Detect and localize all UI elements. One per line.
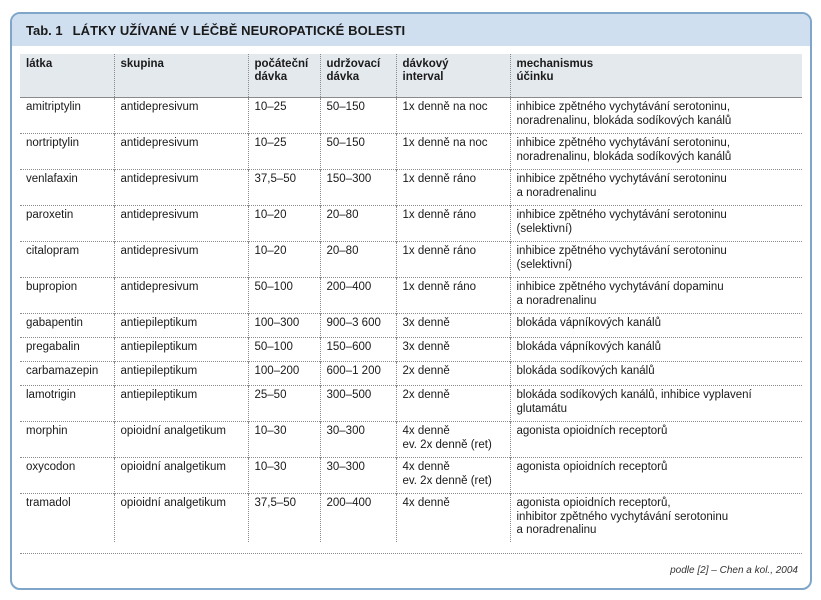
cell-interval: 3x denně (396, 338, 510, 362)
cell-pocatecni: 37,5–50 (248, 170, 320, 206)
cell-pocatecni: 10–25 (248, 98, 320, 134)
cell-mechanismus: blokáda sodíkových kanálů, inhibice vyplavení glutamátu (510, 386, 802, 422)
cell-latka: paroxetin (20, 206, 114, 242)
table-body (20, 98, 802, 543)
cell-udrzovaci: 300–500 (320, 386, 396, 422)
cell-udrzovaci: 900–3 600 (320, 314, 396, 338)
cell-mechanismus: inhibice zpětného vychytávání serotoninu, noradrenalinu, blokáda sodíkových kanálů (510, 134, 802, 170)
cell-udrzovaci: 150–600 (320, 338, 396, 362)
cell-mechanismus: inhibice zpětného vychytávání serotoninu, noradrenalinu, blokáda sodíkových kanálů (510, 98, 802, 134)
table-row (20, 170, 802, 206)
cell-interval: 1x denně ráno (396, 278, 510, 314)
cell-mechanismus: inhibice zpětného vychytávání serotoninu (selektivní) (510, 206, 802, 242)
cell-interval: 4x denně (396, 494, 510, 543)
cell-mechanismus: inhibice zpětného vychytávání serotoninu (selektivní) (510, 242, 802, 278)
cell-interval: 4x denně ev. 2x denně (ret) (396, 458, 510, 494)
cell-mechanismus: blokáda vápníkových kanálů (510, 314, 802, 338)
cell-interval: 2x denně (396, 362, 510, 386)
cell-skupina: antidepresivum (114, 170, 248, 206)
table-row (20, 314, 802, 338)
cell-latka: lamotrigin (20, 386, 114, 422)
cell-latka: venlafaxin (20, 170, 114, 206)
cell-latka: bupropion (20, 278, 114, 314)
table-row (20, 494, 802, 543)
header-skupina: skupina (114, 54, 248, 98)
cell-skupina: opioidní analgetikum (114, 458, 248, 494)
table-source-note: podle [2] – Chen a kol., 2004 (670, 565, 798, 576)
cell-skupina: antiepileptikum (114, 314, 248, 338)
table-row (20, 242, 802, 278)
cell-latka: gabapentin (20, 314, 114, 338)
cell-latka: pregabalin (20, 338, 114, 362)
cell-interval: 3x denně (396, 314, 510, 338)
cell-interval: 4x denně ev. 2x denně (ret) (396, 422, 510, 458)
table-frame (10, 12, 812, 590)
cell-pocatecni: 25–50 (248, 386, 320, 422)
cell-skupina: antiepileptikum (114, 362, 248, 386)
cell-interval: 1x denně na noc (396, 98, 510, 134)
cell-skupina: opioidní analgetikum (114, 422, 248, 458)
cell-interval: 1x denně ráno (396, 170, 510, 206)
cell-mechanismus: agonista opioidních receptorů (510, 422, 802, 458)
header-davkovy-interval: dávkový interval (396, 54, 510, 98)
cell-skupina: antidepresivum (114, 134, 248, 170)
cell-udrzovaci: 20–80 (320, 242, 396, 278)
cell-mechanismus: blokáda sodíkových kanálů (510, 362, 802, 386)
table-row (20, 386, 802, 422)
table-row (20, 458, 802, 494)
cell-udrzovaci: 200–400 (320, 278, 396, 314)
table-row (20, 278, 802, 314)
cell-skupina: antidepresivum (114, 278, 248, 314)
cell-skupina: antiepileptikum (114, 338, 248, 362)
cell-skupina: antidepresivum (114, 206, 248, 242)
cell-skupina: antidepresivum (114, 242, 248, 278)
cell-udrzovaci: 20–80 (320, 206, 396, 242)
cell-pocatecni: 10–30 (248, 458, 320, 494)
cell-pocatecni: 100–200 (248, 362, 320, 386)
cell-pocatecni: 10–25 (248, 134, 320, 170)
cell-latka: amitriptylin (20, 98, 114, 134)
table-row (20, 422, 802, 458)
table-title-bar (12, 14, 810, 46)
table-row (20, 206, 802, 242)
cell-latka: carbamazepin (20, 362, 114, 386)
table-row (20, 362, 802, 386)
cell-pocatecni: 10–20 (248, 242, 320, 278)
cell-udrzovaci: 30–300 (320, 422, 396, 458)
table-row (20, 98, 802, 134)
cell-interval: 1x denně ráno (396, 206, 510, 242)
cell-pocatecni: 10–20 (248, 206, 320, 242)
cell-pocatecni: 10–30 (248, 422, 320, 458)
header-pocatecni-davka: počáteční dávka (248, 54, 320, 98)
cell-mechanismus: agonista opioidních receptorů (510, 458, 802, 494)
cell-latka: oxycodon (20, 458, 114, 494)
cell-udrzovaci: 50–150 (320, 134, 396, 170)
cell-udrzovaci: 30–300 (320, 458, 396, 494)
drug-table (20, 54, 802, 542)
table-header-row (20, 54, 802, 98)
cell-mechanismus: inhibice zpětného vychytávání serotoninu a noradrenalinu (510, 170, 802, 206)
cell-udrzovaci: 200–400 (320, 494, 396, 543)
cell-latka: nortriptylin (20, 134, 114, 170)
cell-latka: citalopram (20, 242, 114, 278)
header-mechanismus: mechanismus účinku (510, 54, 802, 98)
header-udrzovaci-davka: udržovací dávka (320, 54, 396, 98)
cell-udrzovaci: 50–150 (320, 98, 396, 134)
cell-skupina: opioidní analgetikum (114, 494, 248, 543)
cell-pocatecni: 50–100 (248, 338, 320, 362)
cell-interval: 2x denně (396, 386, 510, 422)
cell-interval: 1x denně ráno (396, 242, 510, 278)
table-number: Tab. 1 (26, 22, 63, 38)
cell-mechanismus: inhibice zpětného vychytávání dopaminu a noradrenalinu (510, 278, 802, 314)
cell-pocatecni: 37,5–50 (248, 494, 320, 543)
table-wrapper (12, 54, 810, 542)
table-row (20, 134, 802, 170)
cell-udrzovaci: 600–1 200 (320, 362, 396, 386)
cell-pocatecni: 100–300 (248, 314, 320, 338)
cell-pocatecni: 50–100 (248, 278, 320, 314)
table-row (20, 338, 802, 362)
cell-latka: tramadol (20, 494, 114, 543)
cell-latka: morphin (20, 422, 114, 458)
cell-skupina: antidepresivum (114, 98, 248, 134)
cell-mechanismus: agonista opioidních receptorů, inhibitor zpětného vychytávání serotoninu a noradrenalinu (510, 494, 802, 543)
cell-mechanismus: blokáda vápníkových kanálů (510, 338, 802, 362)
cell-udrzovaci: 150–300 (320, 170, 396, 206)
header-latka: látka (26, 58, 53, 70)
table-title: LÁTKY UŽÍVANÉ V LÉČBĚ NEUROPATICKÉ BOLESTI (72, 22, 406, 38)
cell-skupina: antiepileptikum (114, 386, 248, 422)
footer-divider (20, 553, 802, 554)
cell-interval: 1x denně na noc (396, 134, 510, 170)
